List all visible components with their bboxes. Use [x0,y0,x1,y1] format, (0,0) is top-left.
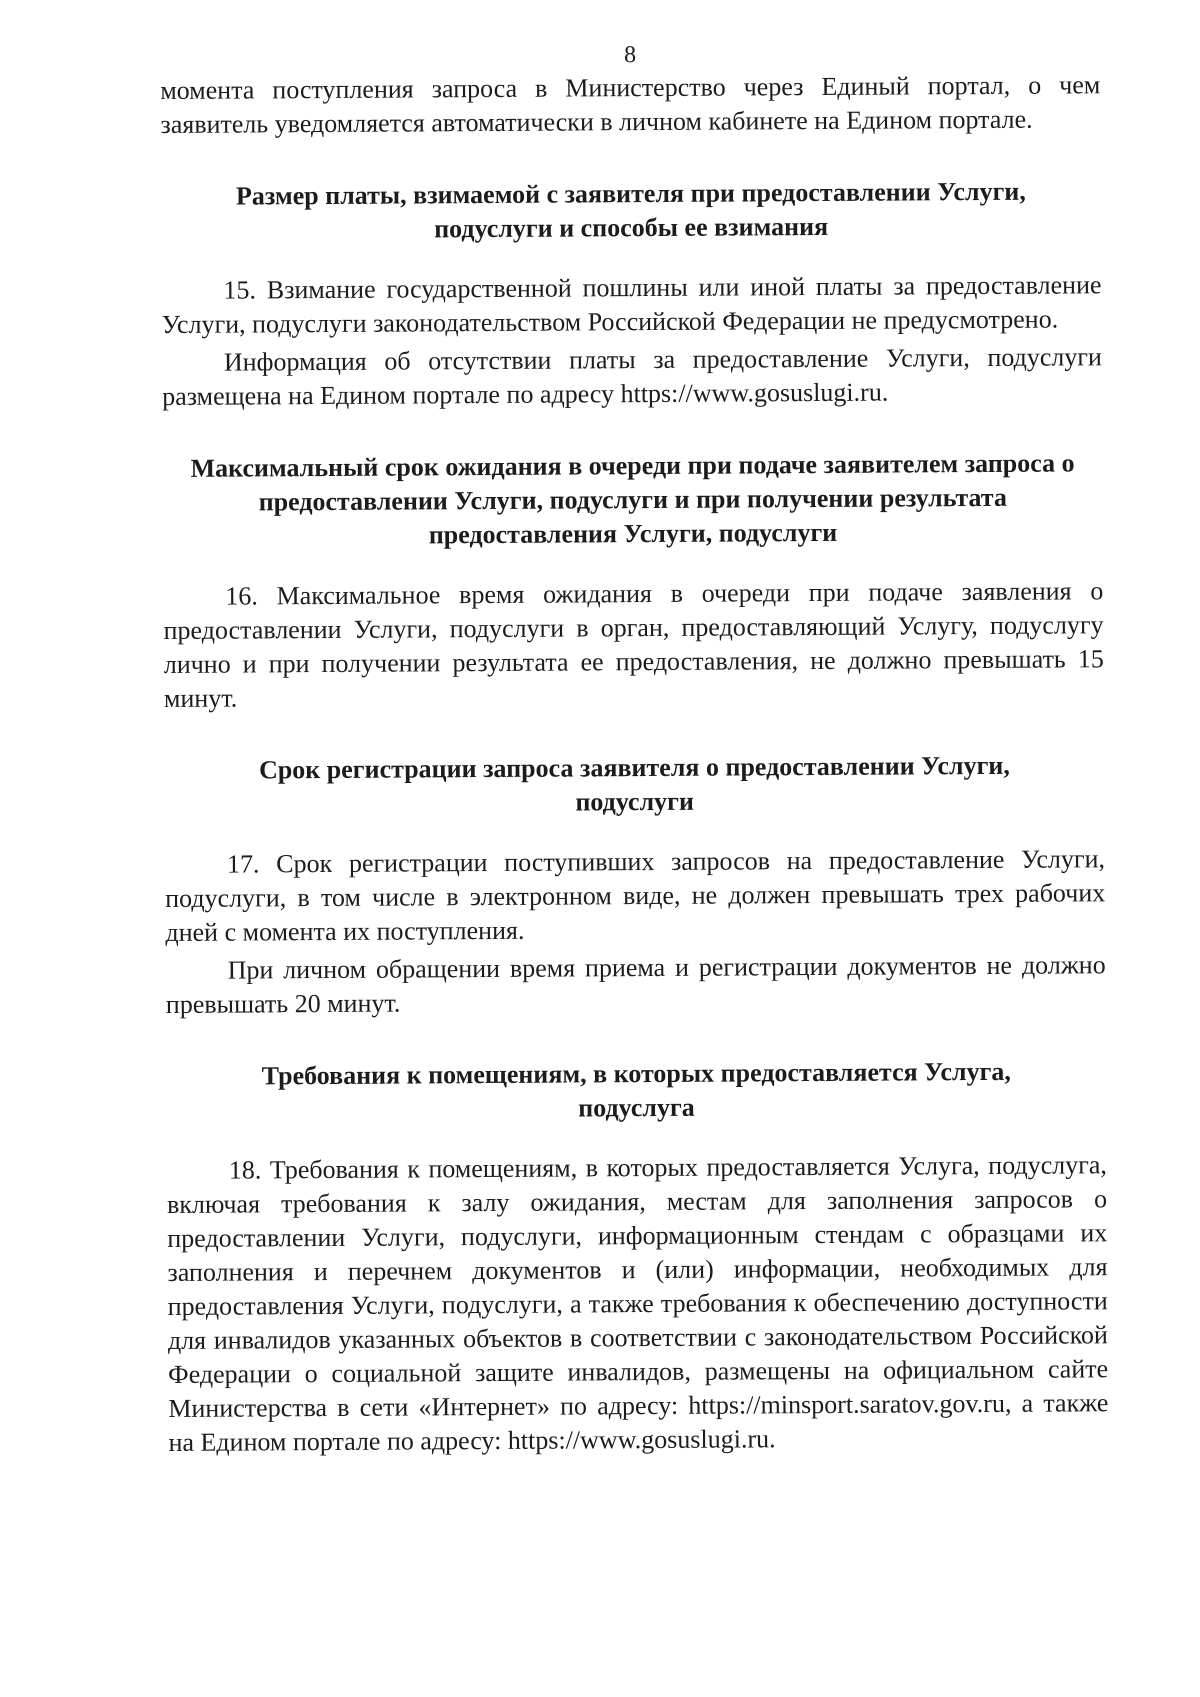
section-heading-queue: Максимальный срок ожидания в очереди при подаче заявителем запроса о предоставлении Услуги, подуслуги и при получении результата предоставления Услуги, подуслуги [190,448,1075,550]
paragraph-15: 15. Взимание государственной пошлины или иной платы за предоставление Услуги, подуслуги законодательством Российской Федерации не предусмотрено. [161,270,1102,339]
paragraph-15-info: Информация об отсутствии платы за предоставление Услуги, подуслуги размещена на Едином портале по адресу https://www.gosuslugi.ru. [162,342,1103,411]
paragraph-17: 17. Срок регистрации поступивших запросов на предоставление Услуги, подуслуги, в том числе в электронном виде, не должен превышать трех рабочих дней с момента их поступления. [165,844,1106,947]
paragraph-17-personal: При личном обращении время приема и регистрации документов не должно превышать 20 минут. [165,950,1106,1019]
paragraph-18: 18. Требования к помещениям, в которых предоставляется Услуга, подуслуга, включая требования к залу ожидания, местам для заполнения запросов о предоставлении Услуги, подуслуги, информационным стендам с образцами их заполнения и перечнем документов и (или) информации, необходимых для предоставления Услуги, подуслуги, а также требования к обеспечению доступности для инвалидов указанных объектов в соответствии с законодательством Российской Федерации о социальной защите инвалидов, размещены на официальном сайте Министерства в сети «Интернет» по адресу: https://minsport.saratov.gov.ru, а также на Едином портале по адресу: https://www.gosuslugi.ru. [167,1150,1109,1457]
page-content [160,38,1109,1460]
paragraph-16: 16. Максимальное время ожидания в очереди при подаче заявления о предоставлении Услуги, подуслуги в орган, предоставляющий Услугу, подуслугу лично и при получении результата ее предоставления, не должно превышать 15 минут. [163,576,1104,713]
page-number: 8 [623,42,637,69]
section-heading-fee: Размер платы, взимаемой с заявителя при предоставлении Услуги, подуслуги и способы ее взимания [235,176,1026,244]
section-heading-registration: Срок регистрации запроса заявителя о предоставлении Услуги, подуслуги [258,750,1010,817]
intro-paragraph: момента поступления запроса в Министерство через Единый портал, о чем заявитель уведомляется автоматически в личном кабинете на Едином портале. [160,70,1101,139]
section-heading-premises: Требования к помещениям, в которых предоставляется Услуга, подуслуга [261,1056,1011,1123]
